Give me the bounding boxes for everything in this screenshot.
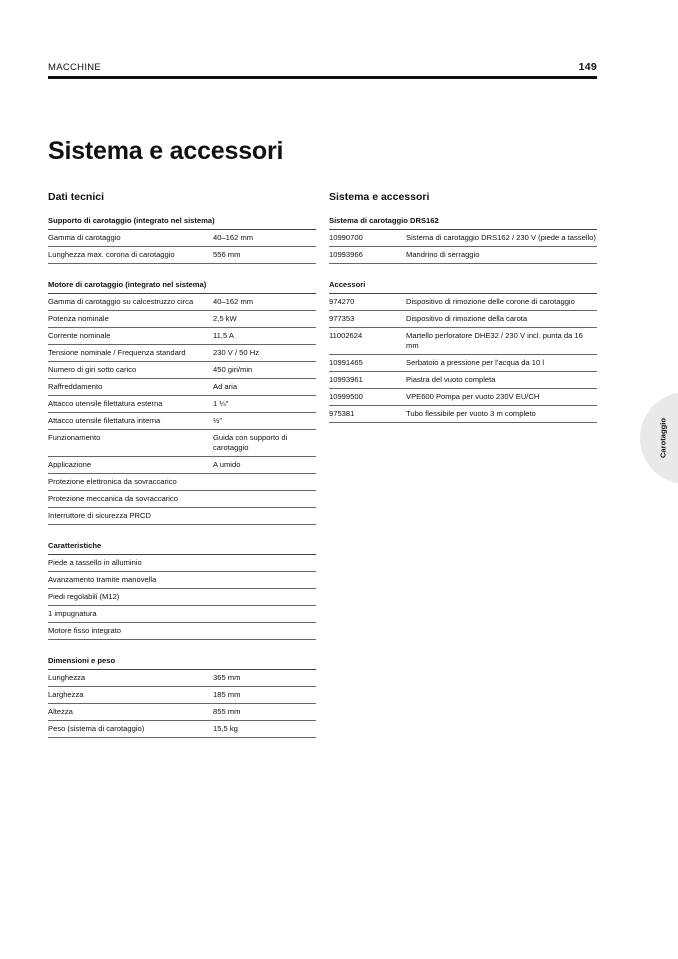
spec-value: Ad aria bbox=[213, 382, 238, 391]
article-description: Martello perforatore DHE32 / 230 V incl. punta da 16 mm bbox=[406, 331, 583, 350]
spec-row bbox=[48, 362, 316, 379]
accessory-row bbox=[329, 406, 597, 423]
group-spacer bbox=[329, 264, 597, 280]
spec-row bbox=[48, 328, 316, 345]
group-title: Dimensioni e peso bbox=[48, 656, 316, 670]
spec-row bbox=[48, 491, 316, 508]
spec-value: 450 giri/min bbox=[213, 365, 253, 374]
spec-value: 556 mm bbox=[213, 250, 241, 259]
spec-row bbox=[48, 474, 316, 491]
accessories-column bbox=[329, 191, 597, 423]
spec-value bbox=[213, 558, 316, 568]
spec-label: Interruttore di sicurezza PRCD bbox=[48, 511, 151, 520]
technical-data-heading: Dati tecnici bbox=[48, 191, 105, 203]
article-number: 977353 bbox=[329, 314, 355, 323]
spec-row bbox=[48, 345, 316, 362]
header-rule bbox=[48, 76, 597, 79]
group-title: Accessori bbox=[329, 280, 597, 294]
spec-label: Peso (sistema di carotaggio) bbox=[48, 724, 145, 733]
article-description: VPE600 Pompa per vuoto 230V EU/CH bbox=[406, 392, 540, 401]
spec-row bbox=[48, 457, 316, 474]
article-number: 10993966 bbox=[329, 250, 363, 259]
spec-label: Attacco utensile filettatura esterna bbox=[48, 399, 163, 408]
spec-row bbox=[48, 396, 316, 413]
spec-label: Numero di giri sotto carico bbox=[48, 365, 137, 374]
group-title: Sistema di carotaggio DRS162 bbox=[329, 216, 597, 230]
spec-value: A umido bbox=[213, 460, 241, 469]
article-number: 974270 bbox=[329, 297, 355, 306]
accessory-row bbox=[329, 328, 597, 355]
chapter-tab[interactable] bbox=[640, 392, 678, 484]
accessory-row bbox=[329, 389, 597, 406]
article-number: 975381 bbox=[329, 409, 355, 418]
article-number: 10993961 bbox=[329, 375, 363, 384]
page-title: Sistema e accessori bbox=[48, 137, 284, 165]
spec-label: Lunghezza max. corona di carotaggio bbox=[48, 250, 175, 259]
spec-value: 15,5 kg bbox=[213, 724, 238, 733]
spec-value: 365 mm bbox=[213, 673, 241, 682]
spec-value: 230 V / 50 Hz bbox=[213, 348, 260, 357]
spec-value bbox=[213, 494, 316, 504]
spec-row bbox=[48, 589, 316, 606]
section-label: MACCHINE bbox=[48, 62, 102, 73]
article-description: Piastra del vuoto completa bbox=[406, 375, 496, 384]
spec-label: Attacco utensile filettatura interna bbox=[48, 416, 161, 425]
article-number: 11002624 bbox=[329, 331, 363, 340]
spec-row bbox=[48, 413, 316, 430]
accessories-heading: Sistema e accessori bbox=[329, 191, 430, 203]
spec-row bbox=[48, 623, 316, 640]
group-spacer bbox=[48, 264, 316, 280]
spec-value: 40–162 mm bbox=[213, 233, 254, 242]
article-description: Mandrino di serraggio bbox=[406, 250, 480, 259]
spec-label: Funzionamento bbox=[48, 433, 101, 442]
spec-label: Corrente nominale bbox=[48, 331, 111, 340]
accessory-row bbox=[329, 230, 597, 247]
spec-value bbox=[213, 575, 316, 585]
spec-label: Protezione elettronica da sovraccarico bbox=[48, 477, 177, 486]
group-spacer bbox=[48, 640, 316, 656]
accessory-row bbox=[329, 294, 597, 311]
group-title: Motore di carotaggio (integrato nel sistema) bbox=[48, 280, 316, 294]
spec-value: 2,5 kW bbox=[213, 314, 237, 323]
spec-row bbox=[48, 247, 316, 264]
accessory-row bbox=[329, 311, 597, 328]
spec-group bbox=[48, 656, 316, 738]
spec-row bbox=[48, 379, 316, 396]
accessory-row bbox=[329, 372, 597, 389]
article-number: 10991465 bbox=[329, 358, 363, 367]
spec-value: 855 mm bbox=[213, 707, 241, 716]
spec-label: Potenza nominale bbox=[48, 314, 109, 323]
spec-label: Tensione nominale / Frequenza standard bbox=[48, 348, 186, 357]
spec-label: Gamma di carotaggio bbox=[48, 233, 121, 242]
spec-label: Piedi regolabili (M12) bbox=[48, 592, 120, 601]
article-description: Serbatoio a pressione per l’acqua da 10 l bbox=[406, 358, 545, 367]
spec-value bbox=[213, 477, 316, 487]
spec-label: Lunghezza bbox=[48, 673, 86, 682]
spec-value: 185 mm bbox=[213, 690, 241, 699]
spec-label: Protezione meccanica da sovraccarico bbox=[48, 494, 178, 503]
accessory-row bbox=[329, 355, 597, 372]
group-title: Supporto di carotaggio (integrato nel sistema) bbox=[48, 216, 316, 230]
spec-row bbox=[48, 508, 316, 525]
article-number: 10999500 bbox=[329, 392, 363, 401]
article-description: Dispositivo di rimozione delle corone di carotaggio bbox=[406, 297, 575, 306]
spec-value: ½" bbox=[213, 416, 223, 425]
page-number: 149 bbox=[578, 61, 597, 73]
spec-label: Piede a tassello in alluminio bbox=[48, 558, 142, 567]
article-description: Tubo flessibile per vuoto 3 m completo bbox=[406, 409, 536, 418]
spec-value bbox=[213, 609, 316, 619]
group-spacer bbox=[48, 525, 316, 541]
article-description: Dispositivo di rimozione della carota bbox=[406, 314, 528, 323]
technical-data-column bbox=[48, 191, 316, 738]
spec-row bbox=[48, 572, 316, 589]
spec-group bbox=[48, 280, 316, 525]
spec-label: Larghezza bbox=[48, 690, 84, 699]
spec-label: Altezza bbox=[48, 707, 73, 716]
spec-label: Motore fisso integrato bbox=[48, 626, 122, 635]
spec-row bbox=[48, 430, 316, 457]
spec-group bbox=[48, 216, 316, 264]
spec-row bbox=[48, 606, 316, 623]
spec-label: Applicazione bbox=[48, 460, 92, 469]
spec-row bbox=[48, 555, 316, 572]
spec-group bbox=[329, 280, 597, 423]
article-description: Sistema di carotaggio DRS162 / 230 V (piede a tassello) bbox=[406, 233, 596, 242]
technical-data-groups bbox=[48, 216, 316, 738]
spec-value bbox=[213, 592, 316, 602]
group-title: Caratteristiche bbox=[48, 541, 316, 555]
spec-value: 1 ¼" bbox=[213, 399, 229, 408]
spec-label: Avanzamento tramite manovella bbox=[48, 575, 157, 584]
spec-value bbox=[213, 511, 316, 521]
article-number: 10990700 bbox=[329, 233, 363, 242]
spec-value: 40–162 mm bbox=[213, 297, 254, 306]
spec-row bbox=[48, 230, 316, 247]
spec-label: Gamma di carotaggio su calcestruzzo circa bbox=[48, 297, 194, 306]
spec-group bbox=[329, 216, 597, 264]
spec-row bbox=[48, 704, 316, 721]
spec-row bbox=[48, 670, 316, 687]
spec-value bbox=[213, 626, 316, 636]
spec-value: Guida con supporto di carotaggio bbox=[213, 433, 288, 452]
spec-row bbox=[48, 721, 316, 738]
accessory-row bbox=[329, 247, 597, 264]
chapter-tab-label: Carotaggio bbox=[658, 417, 668, 459]
spec-label: Raffreddamento bbox=[48, 382, 103, 391]
spec-row bbox=[48, 687, 316, 704]
spec-group bbox=[48, 541, 316, 640]
accessories-groups bbox=[329, 216, 597, 423]
spec-label: 1 impugnatura bbox=[48, 609, 97, 618]
spec-row bbox=[48, 294, 316, 311]
spec-value: 11,5 A bbox=[213, 331, 234, 340]
spec-row bbox=[48, 311, 316, 328]
